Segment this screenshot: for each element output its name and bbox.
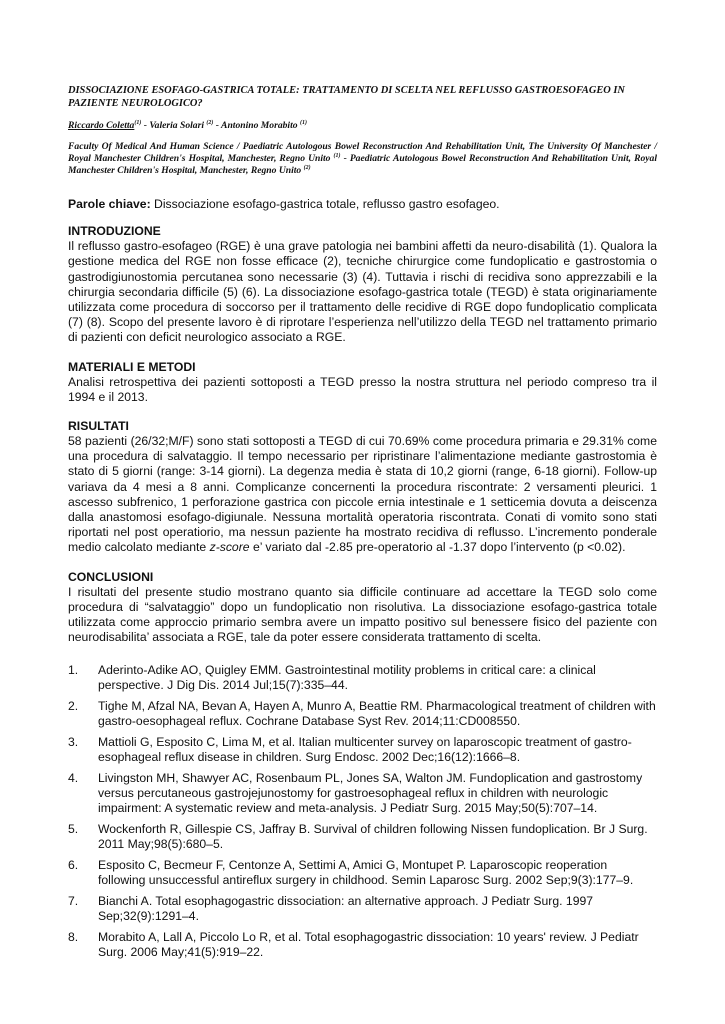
- author-name: - Antonino Morabito: [213, 120, 300, 131]
- reference-item: [68, 771, 657, 816]
- reference-item: [68, 735, 657, 765]
- document-page: [68, 84, 657, 966]
- reference-number: 7.: [68, 894, 79, 909]
- reference-text: Tighe M, Afzal NA, Bevan A, Hayen A, Munro A, Beattie RM. Pharmacological treatment of children with gastro-oesophageal reflux. Cochrane Database Syst Rev. 2014;11:CD008550.: [98, 699, 656, 729]
- reference-text: Aderinto-Adike AO, Quigley EMM. Gastrointestinal motility problems in critical care: a clinical perspective. J Dig Dis. 2014 Jul;15(7):335–44.: [98, 663, 596, 693]
- author-affil-mark: (1): [134, 119, 142, 126]
- author-name: - Valeria Solari: [141, 120, 207, 131]
- section-heading-conclusions: CONCLUSIONI: [68, 569, 154, 584]
- reference-item: [68, 930, 657, 960]
- section-text-methods: Analisi retrospettiva dei pazienti sottoposti a TEGD presso la nostra struttura nel periodo compreso tra il 1994 e il 2013.: [68, 374, 657, 404]
- reference-list: [68, 663, 657, 960]
- section-heading-results: RISULTATI: [68, 419, 129, 434]
- reference-number: 6.: [68, 858, 79, 873]
- reference-item: [68, 858, 657, 888]
- reference-item: [68, 822, 657, 852]
- reference-text: Mattioli G, Esposito C, Lima M, et al. Italian multicenter survey on laparoscopic treatment of gastro-esophageal reflux disease in children. Surg Endosc. 2002 Dec;16(12):1666–8.: [98, 735, 632, 765]
- reference-item: [68, 663, 657, 693]
- author-line: [68, 120, 657, 132]
- reference-number: 5.: [68, 822, 79, 837]
- reference-number: 3.: [68, 735, 79, 750]
- results-text-part: 58 pazienti (26/32;M/F) sono stati sottoposti a TEGD di cui 70.69% come procedura primaria e 29.31% come una procedura di salvataggio. Il tempo necessario per ripristinare l’alimentazione mediante gastrostomia è stato di 5 giorni (range: 3-14 giorni). La degenza media è stata di 10,2 giorni (range, 6-18 giorni). Follow-up variava da 4 mesi a 8 anni. Complicanze concernenti la procedura riscontrate: 2 versamenti pleurici. 1 ascesso subfrenico, 1 perforazione gastrica con piccole ernia intestinale e 1 setticemia dovuta a deiscenza dalla anastomosi esofago-digiunale. Nessuna mortalità operatoria riscontrata. Conati di vomito sono stati riportati nel post operatiorio, ma nessun paziente ha mostrato recidiva di reflusso. L’incremento ponderale medio calcolato mediante: [68, 434, 657, 555]
- reference-text: Morabito A, Lall A, Piccolo Lo R, et al. Total esophagogastric dissociation: 10 years' review. J Pediatr Surg. 2006 May;41(5):919–22.: [98, 930, 639, 960]
- reference-number: 2.: [68, 699, 79, 714]
- section-text-conclusions: I risultati del presente studio mostrano quanto sia difficile continuare ad accettare la TEGD solo come procedura di “salvataggio” dopo un fundoplicatio non risolutiva. La dissociazione esofago-gastrica totale utilizzata come approccio primario sembra avere un impatto positivo sul benessere fisico del paziente con neurodisabilita’ associata a RGE, tale da poter essere considerata trattamento di scelta.: [68, 584, 657, 645]
- author-affil-mark: (2): [206, 119, 214, 126]
- affiliation-text: - Paediatric Autologous Bowel Reconstruction And Rehabilitation Unit, Royal Manchester Children's Hospital, Manchester, Regno Unito: [68, 153, 657, 176]
- results-text-part: e’ variato dal -2.85 pre-operatorio al -1.37 dopo l’intervento (p <0.02).: [249, 540, 626, 555]
- section-heading-intro: INTRODUZIONE: [68, 224, 161, 239]
- section-heading-methods: MATERIALI E METODI: [68, 359, 196, 374]
- keywords: [68, 197, 657, 212]
- results-text-emphasis: z-score: [209, 540, 250, 555]
- reference-text: Bianchi A. Total esophagogastric dissociation: an alternative approach. J Pediatr Surg. 1997 Sep;32(9):1291–4.: [98, 894, 594, 924]
- reference-text: Livingston MH, Shawyer AC, Rosenbaum PL, Jones SA, Walton JM. Fundoplication and gastrostomy versus percutaneous gastrojejunostomy for gastroesophageal reflux in children with neurologic impairment: A systematic review and meta-analysis. J Pediatr Surg. 2015 May;50(5):707–14.: [98, 771, 643, 816]
- reference-number: 1.: [68, 663, 79, 678]
- affiliations: [68, 141, 657, 177]
- author-affil-mark: (1): [299, 119, 307, 126]
- author-name: Riccardo Coletta: [68, 120, 135, 131]
- keywords-label: Parole chiave:: [68, 197, 151, 211]
- keywords-text: Dissociazione esofago-gastrica totale, reflusso gastro esofageo.: [150, 197, 500, 211]
- reference-text: Esposito C, Becmeur F, Centonze A, Settimi A, Amici G, Montupet P. Laparoscopic reoperation following unsuccessful antireflux surgery in childhood. Semin Laparosc Surg. 2002 Sep;9(3):177–9.: [98, 858, 634, 888]
- reference-number: 8.: [68, 930, 79, 945]
- section-text-intro: Il reflusso gastro-esofageo (RGE) è una grave patologia nei bambini affetti da neuro-disabilità (1). Qualora la gestione medica del RGE non fosse efficace (2), tecniche chirurgice come fundoplicatio e gastrostomia o gastrodigiunostomia percutanea sono necessarie (3) (4). Tuttavia i rischi di recidiva sono apprezzabili e la chirurgia secondaria difficile (5) (6). La dissociazione esofago-gastrica totale (TEGD) è stata originariamente utilizzata come procedura di soccorso per il trattamento delle recidive di RGE dopo fundoplicatio complicata (7) (8). Scopo del presente lavoro è di riprotare l’esperienza nell’utilizzo della TEGD nel trattamento primario di pazienti con deficit neurologico associato a RGE.: [68, 239, 657, 345]
- section-text-results: [68, 434, 657, 556]
- reference-item: [68, 894, 657, 924]
- reference-number: 4.: [68, 771, 79, 786]
- reference-text: Wockenforth R, Gillespie CS, Jaffray B. Survival of children following Nissen fundoplication. Br J Surg. 2011 May;98(5):680–5.: [98, 822, 648, 852]
- affiliation-mark: (1): [333, 152, 341, 159]
- affiliation-text: Faculty Of Medical And Human Science / Paediatric Autologous Bowel Reconstruction And Rehabilitation Unit, The University Of Manchester / Royal Manchester Children's Hospital, Manchester, Regno Unito: [68, 141, 657, 164]
- affiliation-mark: (2): [303, 164, 311, 171]
- reference-item: [68, 699, 657, 729]
- paper-title: DISSOCIAZIONE ESOFAGO-GASTRICA TOTALE: TRATTAMENTO DI SCELTA NEL REFLUSSO GASTROESOFAGEO IN PAZIENTE NEUROLOGICO?: [68, 85, 625, 109]
